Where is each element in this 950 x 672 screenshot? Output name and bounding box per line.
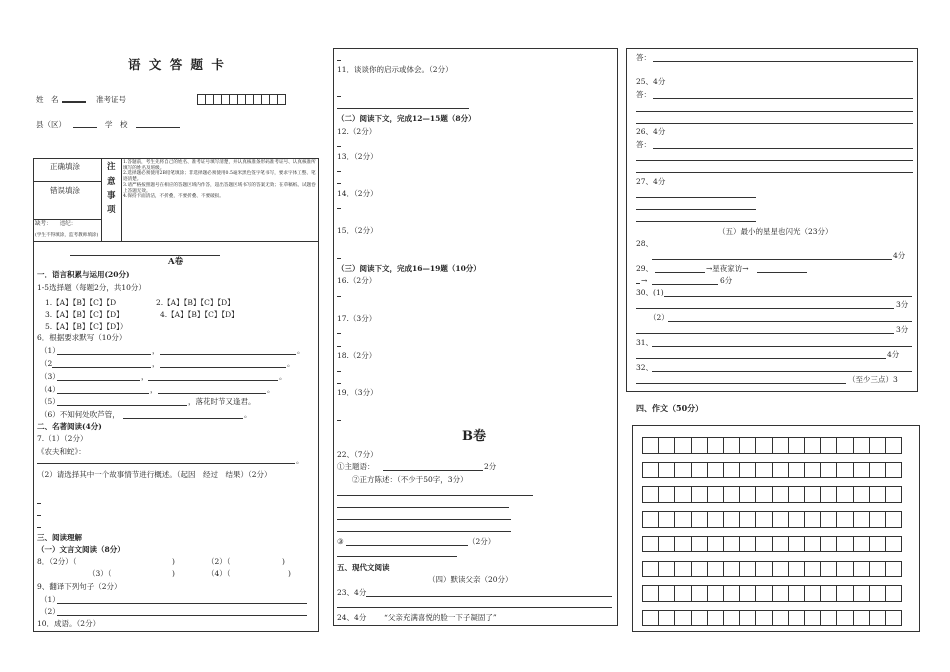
essay-cell[interactable] <box>674 561 691 578</box>
q12-label: 12.（2分） <box>337 127 377 136</box>
essay-cell[interactable] <box>836 585 853 602</box>
essay-cell[interactable] <box>836 536 853 553</box>
q22-1-label: ①主题语： <box>337 462 375 471</box>
section-3-title: 三、阅读理解 <box>37 533 82 542</box>
essay-cell[interactable] <box>885 536 902 553</box>
essay-cell[interactable] <box>707 437 724 454</box>
q31-points: 4分 <box>887 350 900 359</box>
choice-1[interactable]: 1.【A】【B】【C】【D <box>45 298 117 307</box>
essay-cell[interactable] <box>658 437 675 454</box>
essay-cell[interactable] <box>642 486 659 503</box>
essay-cell[interactable] <box>755 462 772 479</box>
ans-label-25: 答： <box>636 90 651 99</box>
m1-label: （1） <box>40 346 60 355</box>
essay-cell[interactable] <box>788 462 805 479</box>
essay-cell[interactable] <box>691 486 708 503</box>
volume-a-title: A卷 <box>168 257 184 267</box>
wrong-fill-label: 错误填涂 <box>50 186 80 195</box>
essay-cell[interactable] <box>642 511 659 528</box>
q22-1-points: 2分 <box>484 462 497 471</box>
section-1-title: 一．语言积累与运用(20分) <box>37 270 130 279</box>
notice-title-3: 事 <box>107 191 116 201</box>
essay-cell[interactable] <box>853 486 870 503</box>
essay-cell[interactable] <box>853 561 870 578</box>
m6-label: （6）不知何处吹芦管， <box>40 410 120 419</box>
q25-label: 25、4分 <box>636 77 666 86</box>
m4-label: （4） <box>40 385 60 394</box>
essay-cell[interactable] <box>788 561 805 578</box>
essay-cell[interactable] <box>820 585 837 602</box>
essay-cell[interactable] <box>885 585 902 602</box>
essay-cell[interactable] <box>836 511 853 528</box>
essay-cell[interactable] <box>836 561 853 578</box>
essay-cell[interactable] <box>723 585 740 602</box>
q6-label: 6．根据要求默写（10分） <box>37 333 127 342</box>
notice-title-2: 意 <box>107 177 116 187</box>
essay-cell[interactable] <box>642 462 659 479</box>
essay-cell[interactable] <box>885 486 902 503</box>
essay-cell[interactable] <box>707 511 724 528</box>
essay-cell[interactable] <box>772 437 789 454</box>
essay-title: 四、作文（50分） <box>636 403 704 413</box>
m3-label: （3） <box>40 372 60 381</box>
essay-cell[interactable] <box>642 536 659 553</box>
q22-3-points: （2分） <box>468 537 496 546</box>
q8-label: 8．（2分）（ <box>37 557 77 566</box>
q18-label: 18.（2分） <box>337 351 377 360</box>
essay-cell[interactable] <box>691 511 708 528</box>
essay-cell[interactable] <box>820 462 837 479</box>
choice-3[interactable]: 3.【A】【B】【C】【D】 <box>45 310 124 319</box>
essay-cell[interactable] <box>788 610 805 627</box>
essay-cell[interactable] <box>723 511 740 528</box>
essay-cell[interactable] <box>804 486 821 503</box>
q30-2-label: （2） <box>649 313 669 322</box>
essay-cell[interactable] <box>869 610 886 627</box>
essay-cell[interactable] <box>755 536 772 553</box>
essay-cell[interactable] <box>820 437 837 454</box>
section-san-title: （三）阅读下文，完成16—19题（10分） <box>337 264 481 273</box>
essay-cell[interactable] <box>642 610 659 627</box>
essay-cell[interactable] <box>804 511 821 528</box>
essay-cell[interactable] <box>707 561 724 578</box>
q31-label: 31、 <box>636 338 654 347</box>
section-2-title: 二、名著阅读(4分) <box>37 422 102 431</box>
essay-cell[interactable] <box>723 561 740 578</box>
q8-4-label: （4）（ <box>207 569 231 578</box>
q26-label: 26、4分 <box>636 127 666 136</box>
essay-cell[interactable] <box>869 536 886 553</box>
essay-cell[interactable] <box>853 536 870 553</box>
essay-cell[interactable] <box>788 585 805 602</box>
essay-cell[interactable] <box>885 610 902 627</box>
essay-cell[interactable] <box>853 462 870 479</box>
county-label: 县（区） <box>36 120 66 129</box>
essay-cell[interactable] <box>869 486 886 503</box>
essay-cell[interactable] <box>739 585 756 602</box>
essay-cell[interactable] <box>820 536 837 553</box>
essay-cell[interactable] <box>658 610 675 627</box>
q17-label: 17.（3分） <box>337 314 377 323</box>
q9-label: 9、翻译下列句子（2分） <box>37 582 122 591</box>
essay-cell[interactable] <box>691 536 708 553</box>
essay-cell[interactable] <box>869 437 886 454</box>
essay-cell[interactable] <box>869 462 886 479</box>
essay-cell[interactable] <box>723 462 740 479</box>
q22-label: 22、（7分） <box>337 450 378 459</box>
essay-cell[interactable] <box>804 585 821 602</box>
essay-cell[interactable] <box>674 437 691 454</box>
notice-text: 1.答题前，考生先将自己的姓名、准考证号填写清楚，并认真核准条形码准考证号、认真核准所填写的姓名及班级。 2.选择题必须使用2B铅笔填涂；非选择题必须使用0.5毫米黑色签字笔书写，要求字体工整、笔迹清楚。 3.请严格按照题号在相应的答题区域内作答，超出答题区域书写的答案无效；在草稿纸、试题卷上答题无效。 4.保持卡面清洁，不折叠，不要折叠、不要破损。 <box>123 160 316 200</box>
q29-arrow-2: → <box>641 276 648 285</box>
essay-cell[interactable] <box>788 486 805 503</box>
q8-3-label: （3）（ <box>88 569 112 578</box>
exam-no-boxes[interactable] <box>198 94 286 105</box>
m2-label: （2 <box>40 359 53 368</box>
essay-cell[interactable] <box>772 561 789 578</box>
essay-cell[interactable] <box>755 610 772 627</box>
essay-cell[interactable] <box>739 536 756 553</box>
essay-cell[interactable] <box>788 536 805 553</box>
essay-cell[interactable] <box>658 561 675 578</box>
name-field[interactable] <box>62 101 86 103</box>
q8-2-label: （2）（ <box>207 557 231 566</box>
q24-label: 24、4分 <box>337 613 367 622</box>
essay-cell[interactable] <box>723 437 740 454</box>
q27-label: 27、4分 <box>636 177 666 186</box>
q16-label: 16.（2分） <box>337 276 377 285</box>
section-5-sub: （四）默读父亲（20分） <box>428 575 513 584</box>
q24-quote: “父亲充满喜悦的脸一下子凝固了” <box>384 613 497 622</box>
essay-cell[interactable] <box>674 462 691 479</box>
essay-cell[interactable] <box>691 437 708 454</box>
essay-cell[interactable] <box>674 536 691 553</box>
essay-cell[interactable] <box>788 437 805 454</box>
q29-label: 29、 <box>636 264 654 273</box>
essay-cell[interactable] <box>642 585 659 602</box>
essay-cell[interactable] <box>691 585 708 602</box>
essay-cell[interactable] <box>674 511 691 528</box>
page-title: 语 文 答 题 卡 <box>128 57 226 72</box>
ans-label-26: 答： <box>636 140 651 149</box>
essay-cell[interactable] <box>804 462 821 479</box>
essay-cell[interactable] <box>869 511 886 528</box>
essay-cell[interactable] <box>772 585 789 602</box>
essay-cell[interactable] <box>885 462 902 479</box>
essay-cell[interactable] <box>674 486 691 503</box>
essay-cell[interactable] <box>804 536 821 553</box>
notice-title-1: 注 <box>107 162 116 172</box>
choice-4[interactable]: 4.【A】【B】【C】【D】 <box>160 310 239 319</box>
essay-cell[interactable] <box>723 486 740 503</box>
essay-cell[interactable] <box>804 437 821 454</box>
section-5-title: 五、现代文阅读 <box>337 563 390 572</box>
essay-cell[interactable] <box>658 536 675 553</box>
essay-cell[interactable] <box>788 511 805 528</box>
essay-cell[interactable] <box>707 462 724 479</box>
essay-cell[interactable] <box>707 536 724 553</box>
q13-label: 13．（2分） <box>337 152 378 161</box>
essay-cell[interactable] <box>691 561 708 578</box>
essay-cell[interactable] <box>674 585 691 602</box>
q29-arrow-1: →星夜家访→ <box>706 264 749 273</box>
section-3-sub: （一）文言文阅读（8分） <box>37 545 125 554</box>
school-field[interactable] <box>136 127 180 128</box>
essay-cell[interactable] <box>707 486 724 503</box>
essay-cell[interactable] <box>691 610 708 627</box>
q29-points: 6分 <box>720 276 733 285</box>
essay-cell[interactable] <box>691 462 708 479</box>
essay-cell[interactable] <box>739 610 756 627</box>
essay-cell[interactable] <box>755 437 772 454</box>
choice-2[interactable]: 2.【A】【B】【C】【D】 <box>156 298 235 307</box>
q10-label: 10．成语。（2分） <box>37 619 101 628</box>
essay-cell[interactable] <box>885 511 902 528</box>
essay-cell[interactable] <box>658 585 675 602</box>
section-5-star-title: （五）最小的星星也闪光（23分） <box>718 227 833 236</box>
essay-cell[interactable] <box>820 610 837 627</box>
essay-cell[interactable] <box>674 610 691 627</box>
q23-label: 23、4分 <box>337 588 367 597</box>
q22-3-label: ③ <box>337 537 344 546</box>
essay-cell[interactable] <box>658 462 675 479</box>
exam-no-label: 准考证号 <box>96 95 126 104</box>
essay-cell[interactable] <box>755 486 772 503</box>
absent-label: 缺考： 违纪： <box>35 221 77 227</box>
essay-cell[interactable] <box>820 486 837 503</box>
essay-cell[interactable] <box>836 610 853 627</box>
essay-cell[interactable] <box>836 437 853 454</box>
essay-cell[interactable] <box>804 561 821 578</box>
q9-1-label: （1） <box>40 595 60 604</box>
essay-cell[interactable] <box>642 437 659 454</box>
essay-cell[interactable] <box>755 561 772 578</box>
essay-cell[interactable] <box>820 561 837 578</box>
essay-cell[interactable] <box>723 610 740 627</box>
essay-cell[interactable] <box>642 561 659 578</box>
q11-label: 11．谈谈你的启示或体会。（2分） <box>337 65 453 74</box>
essay-cell[interactable] <box>658 486 675 503</box>
q30-2-points: 3分 <box>896 325 909 334</box>
essay-cell[interactable] <box>739 486 756 503</box>
section-er-title: （二）阅读下文，完成12—15题（8分） <box>337 114 476 123</box>
essay-cell[interactable] <box>772 486 789 503</box>
q9-2-label: （2） <box>40 607 60 616</box>
essay-cell[interactable] <box>739 511 756 528</box>
m5-tail: ，落花时节又逢君。 <box>188 397 256 406</box>
essay-cell[interactable] <box>885 437 902 454</box>
q7-2-label: （2）请选择其中一个故事情节进行概述。（起因 经过 结果）（2分） <box>37 470 272 479</box>
column-3-frame <box>626 48 918 392</box>
essay-cell[interactable] <box>772 610 789 627</box>
county-field[interactable] <box>73 127 97 128</box>
q32-label: 32、 <box>636 363 654 372</box>
q30-1-points: 3分 <box>896 300 909 309</box>
essay-cell[interactable] <box>707 610 724 627</box>
essay-cell[interactable] <box>853 610 870 627</box>
essay-cell[interactable] <box>853 511 870 528</box>
name-label: 姓 名 <box>36 95 59 104</box>
essay-cell[interactable] <box>869 561 886 578</box>
ans-label-24: 答： <box>636 53 651 62</box>
q15-label: 15．（2分） <box>337 226 378 235</box>
essay-cell[interactable] <box>755 585 772 602</box>
correct-fill-label: 正确填涂 <box>50 162 80 171</box>
volume-b-title: B卷 <box>462 429 486 444</box>
q19-label: 19．（3分） <box>337 388 378 397</box>
essay-cell[interactable] <box>820 511 837 528</box>
essay-cell[interactable] <box>707 585 724 602</box>
q28-points: 4分 <box>893 251 906 260</box>
essay-cell[interactable] <box>772 511 789 528</box>
essay-cell[interactable] <box>739 561 756 578</box>
notice-title-4: 项 <box>107 205 116 215</box>
q7-book: 《农夫和蛇》： <box>37 447 86 456</box>
essay-cell[interactable] <box>885 561 902 578</box>
essay-cell[interactable] <box>853 585 870 602</box>
q14-label: 14．（2分） <box>337 189 378 198</box>
q32-tail: （至少三点）3 <box>848 375 898 384</box>
essay-cell[interactable] <box>804 610 821 627</box>
q28-label: 28、 <box>636 239 654 248</box>
essay-cell[interactable] <box>658 511 675 528</box>
essay-cell[interactable] <box>739 437 756 454</box>
essay-cell[interactable] <box>853 437 870 454</box>
q30-label: 30、(1) <box>636 288 664 297</box>
choice-5[interactable]: 5.【A】【B】【C】【D】） <box>45 322 128 331</box>
essay-cell[interactable] <box>772 536 789 553</box>
m5-label: （5） <box>40 397 60 406</box>
essay-cell[interactable] <box>836 486 853 503</box>
essay-cell[interactable] <box>836 462 853 479</box>
absent-note: (学生不得填涂，监考教师填涂) <box>35 233 99 238</box>
essay-cell[interactable] <box>772 462 789 479</box>
essay-cell[interactable] <box>723 536 740 553</box>
q22-2-label: ②正方陈述：（不少于50字，3分） <box>352 475 468 484</box>
choice-intro: 1-5选择题（每题2分，共10分） <box>37 283 146 292</box>
essay-cell[interactable] <box>755 511 772 528</box>
essay-cell[interactable] <box>869 585 886 602</box>
essay-cell[interactable] <box>739 462 756 479</box>
q7-label: 7.（1）（2分） <box>37 434 88 443</box>
school-label: 学 校 <box>105 120 128 129</box>
